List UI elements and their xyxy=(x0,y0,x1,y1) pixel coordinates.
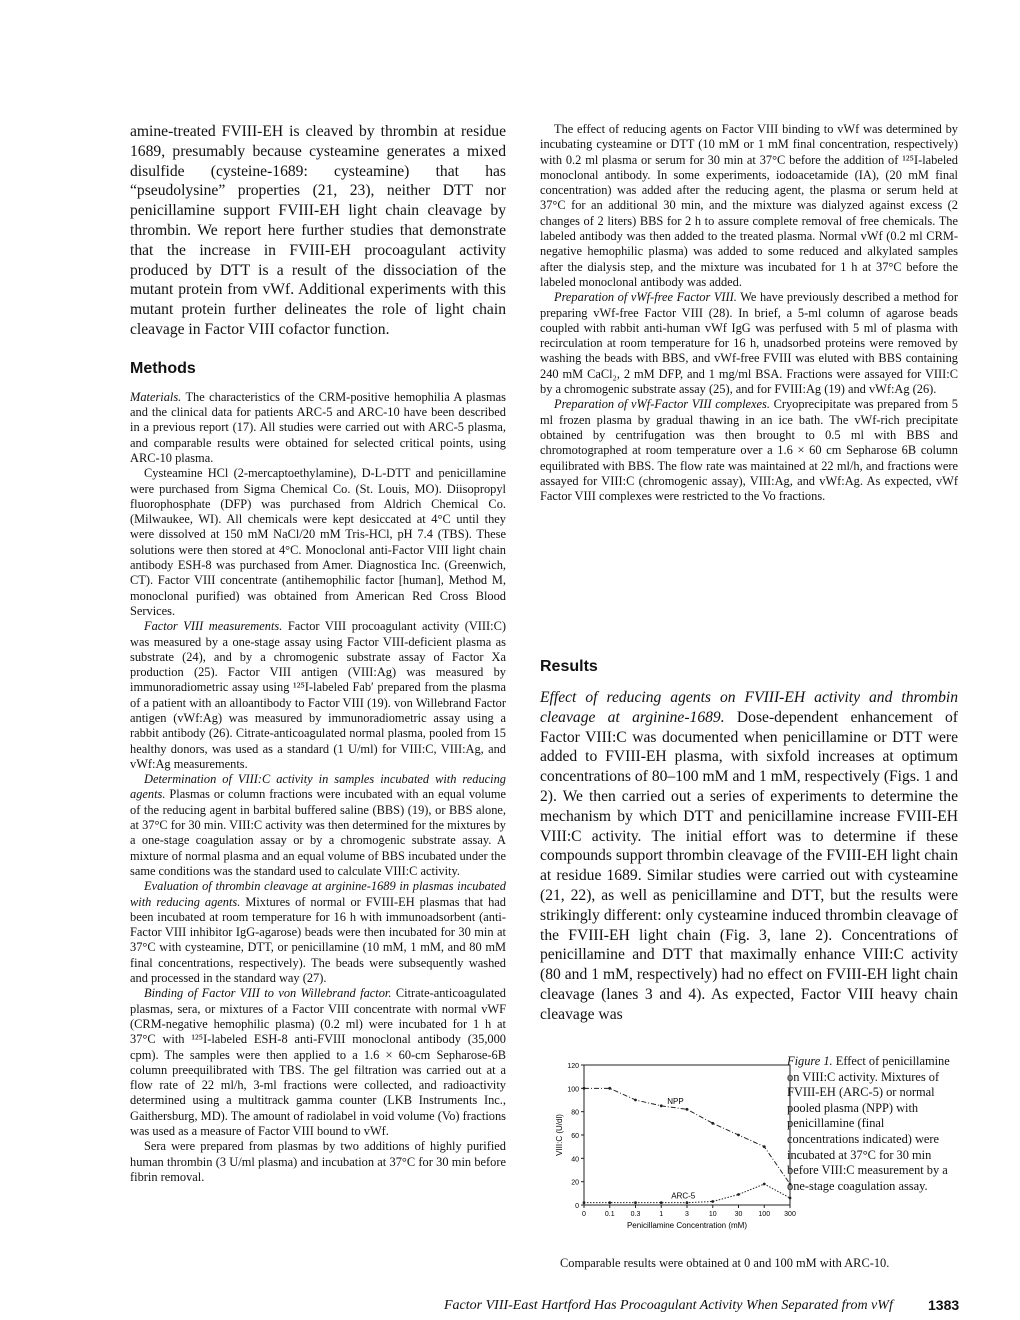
methods-body xyxy=(130,390,506,1185)
paragraph-lead: Factor VIII measurements. xyxy=(144,619,283,634)
paragraph xyxy=(130,772,506,879)
data-point xyxy=(763,1183,766,1186)
results-heading: Results xyxy=(540,658,598,675)
x-tick-label: 1 xyxy=(659,1211,664,1218)
data-point xyxy=(634,1099,637,1102)
caption-label: Figure 1. xyxy=(787,1054,833,1068)
y-tick-label: 40 xyxy=(571,1156,579,1164)
series-label: NPP xyxy=(667,1097,684,1106)
y-tick-label: 20 xyxy=(571,1179,579,1187)
running-title: Factor VIII-East Hartford Has Procoagulant Activity When Separated from vWf xyxy=(444,1298,893,1313)
right-column xyxy=(540,122,958,504)
x-tick-label: 300 xyxy=(784,1211,796,1218)
data-point xyxy=(737,1134,740,1137)
paragraph-text: Citrate-anticoagulated plasmas, sera, or mixtures of a Factor VIII concentrate with normal vWF (CRM-negative hemophilic plasma) (0.2 ml) were incubated for 1 h at 37°C with ¹²⁵I-labeled ESH-8 anti-FVIII monoclonal antibody (35,000 cpm). The samples were then applied to a 1.6 × 60-cm Sepharose-6B column preequilibrated with TBS. The gel filtration was carried out at a flow rate of 22 ml/h, 3-ml fractions were collected, and radioactivity determined using a multitrack gamma counter (LKB Instruments Inc., Gaithersburg, MD). The amount of radiolabel in void volume (Vo) fractions was used as a measure of Factor VIII bound to vWf. xyxy=(130,986,506,1139)
data-point xyxy=(660,1104,663,1107)
x-axis-label: Penicillamine Concentration (mM) xyxy=(626,1221,748,1230)
paragraph-text: The effect of reducing agents on Factor VIII binding to vWf was determined by incubating cysteamine or DTT (10 mM or 1 mM final concentration, respectively) with 0.2 ml plasma or serum for 30 min at 37°C before the addition of ¹²⁵I-labeled monoclonal antibody. In some experiments, iodoacetamide (IA), (20 mM final concentration) was added after the reducing agent, the plasma or serum held at 37°C for an additional 30 min, and the mixture was dialyzed against excess (2 changes of 2 liters) BBS for 2 h to assure complete removal of free chemicals. The labeled antibody was then added to the treated plasma. Normal vWf (0.2 ml CRM-negative hemophilic plasma) was added to some reduced and alkylated samples after the dialysis step, and the mixture was incubated for 1 h at 37°C before the labeled monoclonal antibody was added. xyxy=(540,122,958,289)
paragraph xyxy=(130,1139,506,1185)
data-point xyxy=(583,1201,586,1204)
figure-caption xyxy=(787,1054,957,1194)
data-point xyxy=(660,1201,663,1204)
paragraph-lead: Materials. xyxy=(130,389,182,404)
caption-text: Effect of penicillamine on VIII:C activity. Mixtures of FVIII-EH (ARC-5) or normal pooled plasma (NPP) with penicillamine (final concentrations indicated) were incubated at 37°C for 30 min before VIII:C measurement by a one-stage coagulation assay. xyxy=(787,1054,950,1193)
methods-heading: Methods xyxy=(130,359,196,377)
paragraph-text: We have previously described a method for preparing vWf-free Factor VIII (28). In brief, a 5-ml column of agarose beads coupled with rabbit anti-human vWf IgG was perfused with 5 ml of plasma with recirculation at room temperature for 16 h, unadsorbed proteins were removed by washing the beads with BBS, and vWf-free FVIII was eluted with BBS containing 240 mM CaCl₂, 2 mM DFP, and 1 mg/ml BSA. Fractions were assayed for VIII:C by a chromogenic substrate assay (25), and for FVIII:Ag (19) and vWf:Ag (26). xyxy=(540,290,958,397)
series-line-npp xyxy=(584,1088,790,1184)
paragraph xyxy=(540,290,958,397)
results-paragraph xyxy=(540,688,958,1025)
data-point xyxy=(608,1087,611,1090)
page-number: 1383 xyxy=(928,1297,960,1313)
paragraph-text: Cryoprecipitate was prepared from 5 ml frozen plasma by gradual thawing in an ice bath. The vWf-rich precipitate obtained by centrifugation was then brought to 0.5 ml with BBS and chromotographed at room temperature over a 1.6 × 60 cm Sepharose 6B column equilibrated with BBS. The flow rate was maintained at 22 ml/h, and fractions were assayed for VIII:C (chromogenic assay), VIII:Ag, and vWf:Ag. As expected, vWf Factor VIII complexes were restricted to the Vo fractions. xyxy=(540,397,958,504)
paragraph-text: The characteristics of the CRM-positive hemophilia A plasmas and the clinical data for patients ARC-5 and ARC-10 have been described in a previous report (17). All studies were carried out with ARC-5 plasma, and comparable results were obtained for selected critical points, using ARC-10 plasma. xyxy=(130,389,506,465)
paragraph xyxy=(540,122,958,290)
paragraph-text: Cysteamine HCl (2-mercaptoethylamine), D-L-DTT and penicillamine were purchased from Sigma Chemical Co. (St. Louis, MO). Diisopropyl fluorophosphate (DFP) was purchased from Aldrich Chemical Co. (Milwaukee, WI). All chemicals were kept desiccated at 4°C until they were dissolved at 150 mM NaCl/20 mM Tris-HCl, pH 7.4 (TBS). These solutions were then stored at 4°C. Monoclonal anti-Factor VIII light chain antibody ESH-8 was purchased from Amer. Diagnostica Inc. (Greenwich, CT). Factor VIII concentrate (antihemophilic factor [human], Method M, monoclonal purified) was obtained from American Red Cross Blood Services. xyxy=(130,466,506,618)
paragraph-lead: Evaluation of thrombin cleavage at arginine-1689 in plasmas incubated with reducing agents. xyxy=(130,879,506,909)
paragraph-text: Mixtures of normal or FVIII-EH plasmas that had been incubated at room temperature for 16 h with immunoadsorbent (anti-Factor VIII inhibitor IgG-agarose) beads were then incubated for 30 min at 37°C with cysteamine, DTT, or penicillamine (10 mM, 1 mM, and 80 mM final concentrations, respectively). The beads were subsequently washed and processed in the standard way (27). xyxy=(130,894,506,986)
x-tick-label: 0.1 xyxy=(604,1211,615,1218)
x-tick-label: 100 xyxy=(758,1211,771,1218)
data-point xyxy=(763,1145,766,1148)
x-tick-label: 10 xyxy=(708,1211,717,1218)
data-point xyxy=(686,1201,689,1204)
left-column xyxy=(130,122,506,1185)
plot-frame xyxy=(584,1065,790,1205)
paragraph xyxy=(130,390,506,466)
x-tick-label: 0 xyxy=(582,1211,586,1218)
y-tick-label: 100 xyxy=(567,1086,579,1094)
figure-1-chart xyxy=(548,1050,798,1240)
paragraph xyxy=(130,986,506,1139)
paragraph-lead: Preparation of vWf-free Factor VIII. xyxy=(554,290,737,305)
results-text: Dose-dependent enhancement of Factor VIII:C was documented when penicillamine or DTT were added to FVIII-EH plasma, with sixfold increases at optimum concentrations of 80–100 mM and 1 mM, respectively (Figs. 1 and 2). We then carried out a series of experiments to determine the mechanism by which DTT and penicillamine increase FVIII-EH VIII:C activity. The initial effort was to determine if these compounds support thrombin cleavage of the FVIII-EH light chain at residue 1689. Similar studies were carried out with cysteamine (21, 22), as well as penicillamine and DTT, but the results were strikingly different: only cysteamine induced thrombin cleavage of the FVIII-EH light chain (Fig. 3, lane 2). Concentrations of penicillamine and DTT that maximally enhance VIII:C activity (80 and 1 mM, respectively) had no effect on FVIII-EH light chain cleavage (lanes 3 and 4). As expected, Factor VIII heavy chain cleavage was xyxy=(540,708,958,1023)
methods-body-continued xyxy=(540,122,958,504)
results-lead: Effect of reducing agents on FVIII-EH activity and thrombin cleavage at arginine-1689. xyxy=(540,689,958,726)
data-point xyxy=(634,1201,637,1204)
x-tick-label: 0.3 xyxy=(630,1211,641,1218)
data-point xyxy=(583,1087,586,1090)
data-point xyxy=(737,1193,740,1196)
paragraph xyxy=(130,619,506,772)
data-point xyxy=(789,1197,792,1200)
figure-caption-continued: Comparable results were obtained at 0 and 100 mM with ARC-10. xyxy=(560,1256,890,1270)
data-point xyxy=(608,1201,611,1204)
paragraph-lead: Determination of VIII:C activity in samples incubated with reducing agents. xyxy=(130,772,506,802)
paragraph xyxy=(130,879,506,986)
series-label: ARC-5 xyxy=(671,1191,696,1201)
intro-paragraph: amine-treated FVIII-EH is cleaved by thrombin at residue 1689, presumably because cysteamine generates a mixed disulfide (cysteine-1689: cysteamine) that has “pseudolysine” properties (21, 23), neither DTT nor penicillamine support FVIII-EH light chain cleavage by thrombin. We report here further studies that demonstrate that the increase in FVIII-EH procoagulant activity produced by DTT is a result of the dissociation of the mutant protein from vWf. Additional experiments with this mutant protein further delineates the role of light chain cleavage in Factor VIII cofactor function. xyxy=(130,123,506,338)
data-point xyxy=(711,1200,714,1203)
data-point xyxy=(711,1122,714,1125)
x-tick-label: 30 xyxy=(734,1211,743,1218)
y-tick-label: 60 xyxy=(571,1133,579,1140)
paragraph-lead: Preparation of vWf-Factor VIII complexes. xyxy=(554,397,770,412)
y-tick-label: 80 xyxy=(571,1109,579,1117)
paragraph-lead: Binding of Factor VIII to von Willebrand factor. xyxy=(144,986,392,1001)
paragraph-text: Plasmas or column fractions were incubated with an equal volume of the reducing agent in barbital buffered saline (BBS) (19), or BBS alone, at 37°C for 30 min. VIII:C activity was then determined for the mixtures by a one-stage coagulation assay or by a chromogenic substrate assay. A mixture of normal plasma and an equal volume of BBS incubated under the same conditions was the standard used to calculate VIII:C activity. xyxy=(130,787,506,878)
x-tick-label: 3 xyxy=(685,1211,689,1218)
y-axis-label: VIII:C (U/dl) xyxy=(555,1114,564,1156)
data-point xyxy=(686,1108,689,1111)
paragraph xyxy=(540,397,958,504)
y-tick-label: 0 xyxy=(575,1203,579,1210)
paragraph-text: Sera were prepared from plasmas by two additions of highly purified human thrombin (3 U/ml plasma) and incubation at 37°C for 30 min before fibrin removal. xyxy=(130,1139,506,1184)
y-tick-label: 120 xyxy=(567,1063,579,1070)
paragraph-text: Factor VIII procoagulant activity (VIII:C) was measured by a one-stage assay using Factor VIII-deficient plasma as substrate (24), and by a chromogenic substrate assay of Factor Xa production (25). Factor VIII antigen (VIII:Ag) was measured by immunoradiometric assay using ¹²⁵I-labeled Fab′ prepared from the plasma of a patient with an alloantibody to Factor VIII (19). von Willebrand Factor antigen (vWf:Ag) was measured by immunoradiometric assay using a rabbit antibody (26). Citrate-anticoagulated normal plasma, pooled from 15 healthy donors, was used as a standard (1 U/ml) for VIII:C, VIII:Ag, and vWf:Ag measurements. xyxy=(130,619,506,771)
paragraph xyxy=(130,466,506,619)
